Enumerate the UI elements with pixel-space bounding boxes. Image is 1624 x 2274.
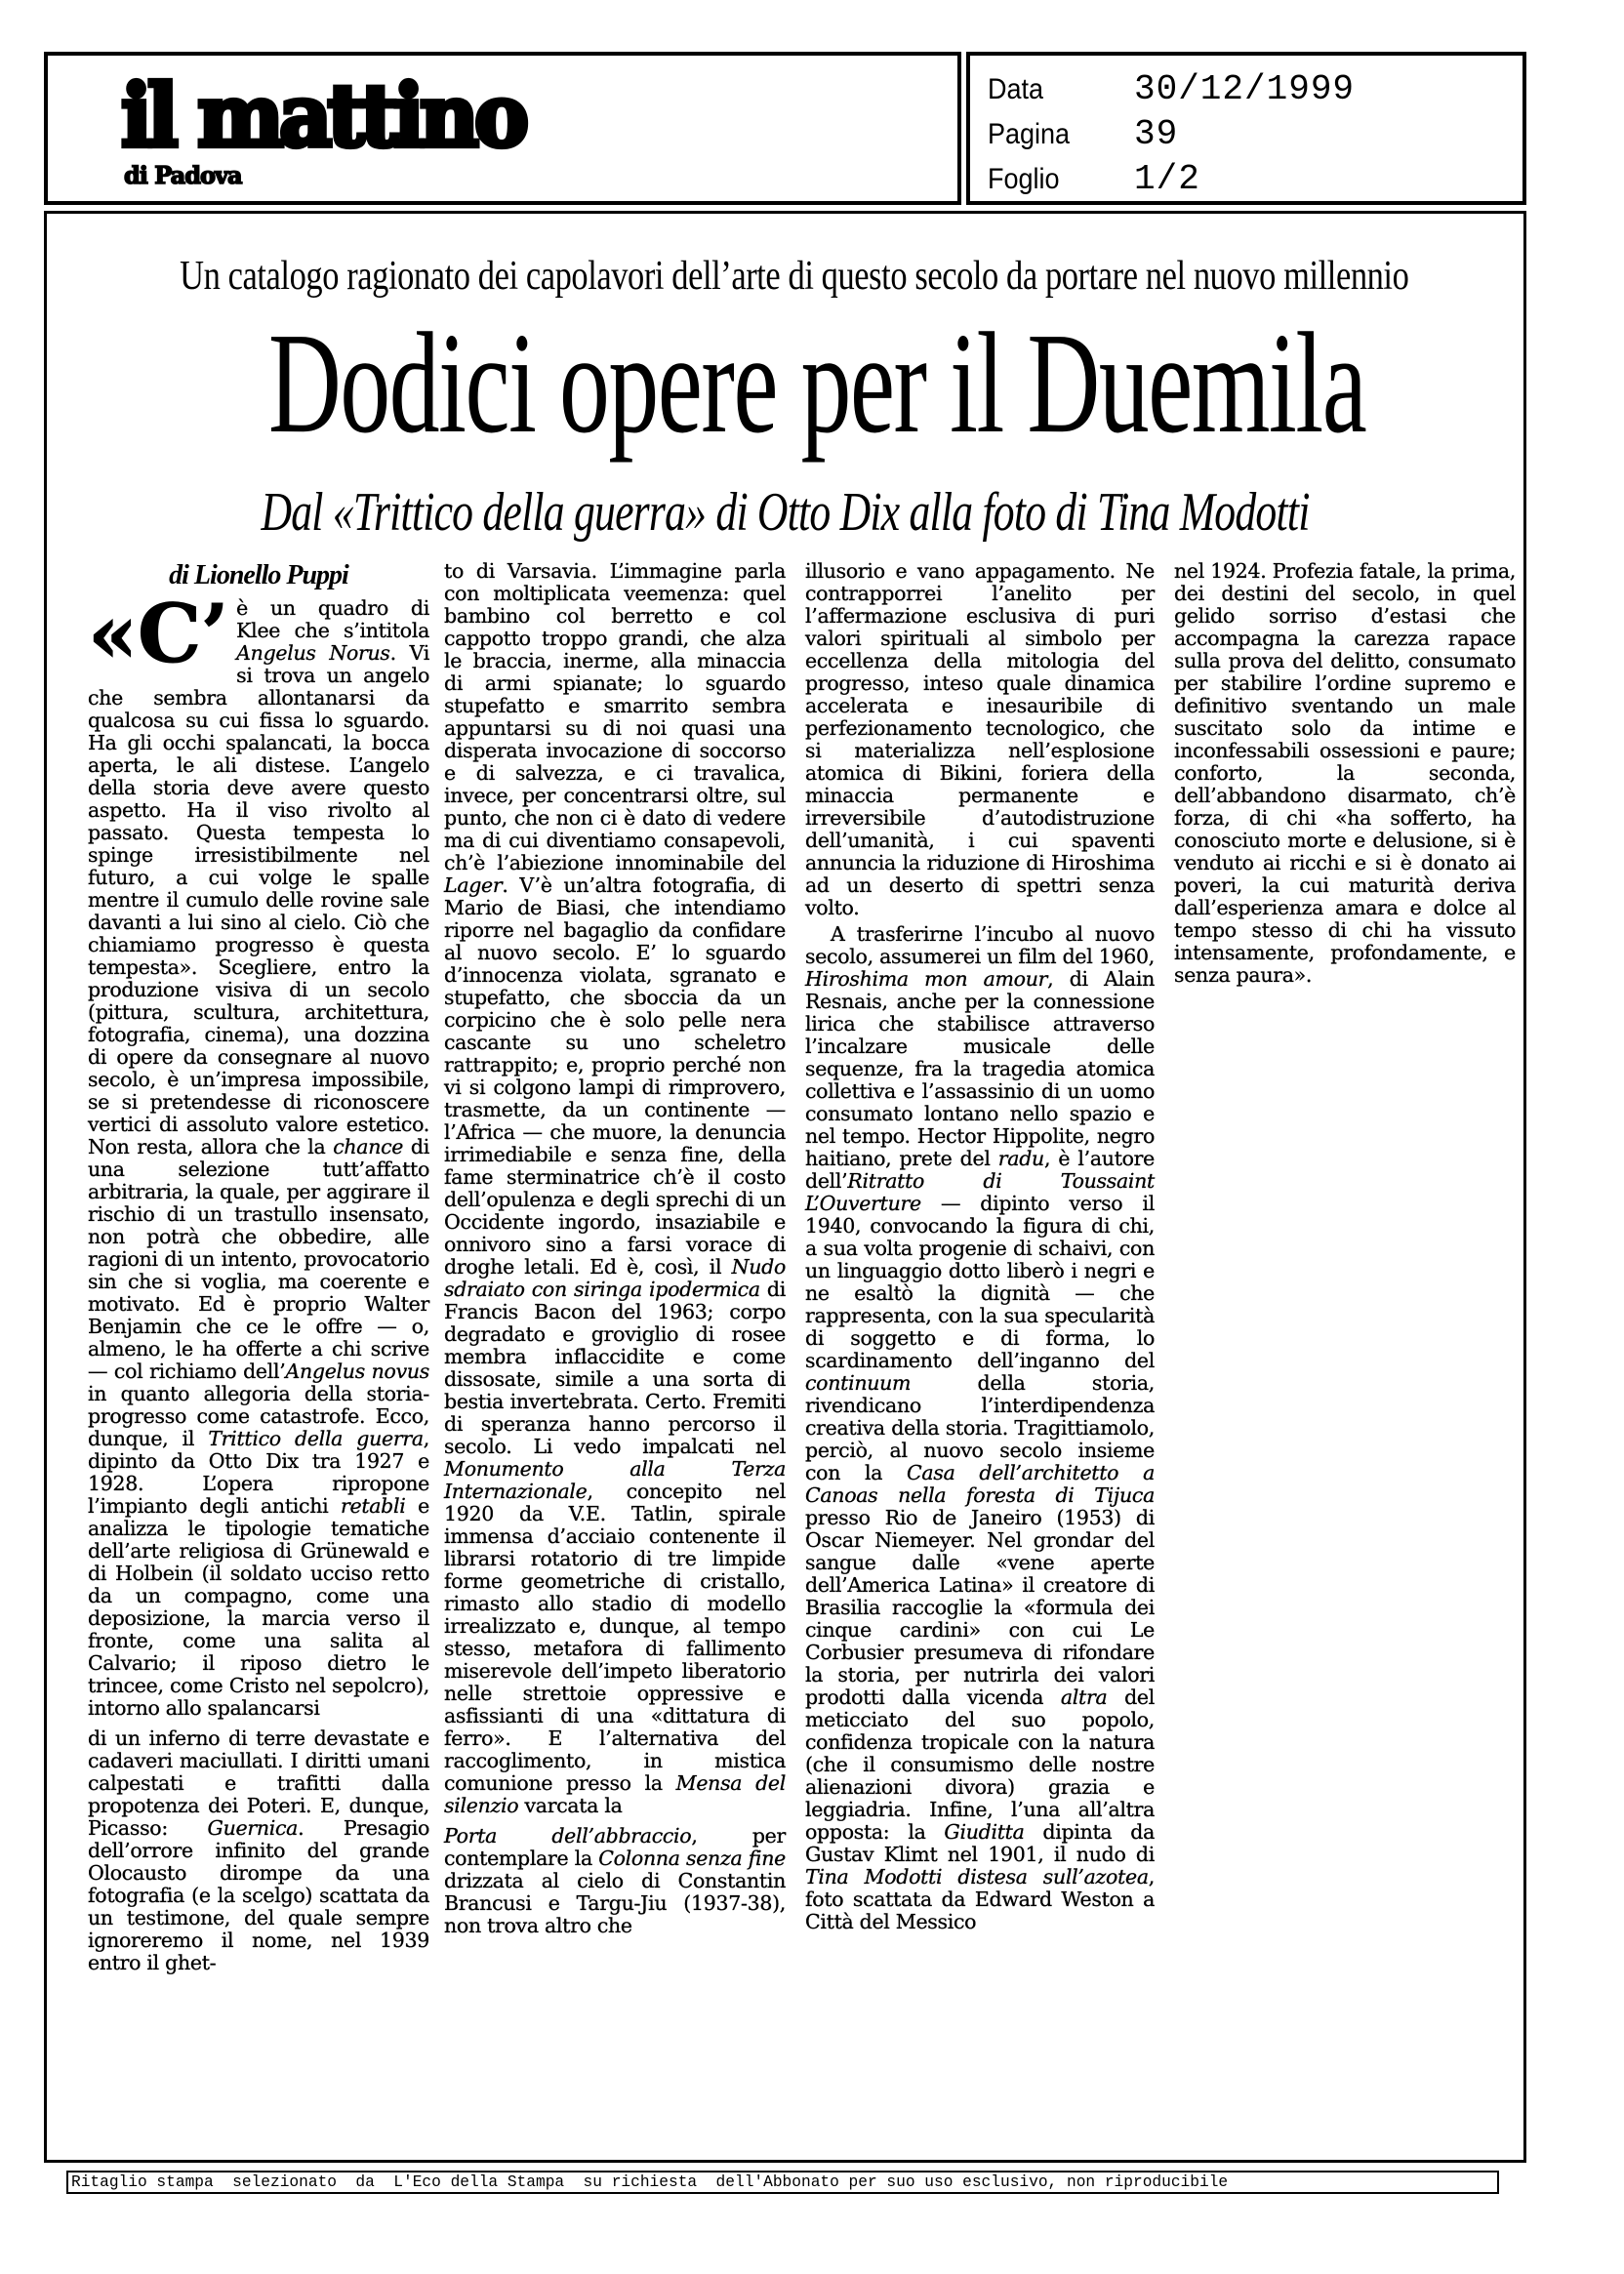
article-paragraph <box>88 588 429 1720</box>
work-title: chance <box>333 1135 404 1158</box>
work-title: Hiroshima mon amour <box>805 967 1048 991</box>
article-byline: di Lionello Puppi <box>169 560 348 590</box>
meta-value: 30/12/1999 <box>1134 69 1356 109</box>
article-subhead: Dal «Trittico della guerra» di Otto Dix alla foto di Tina Modotti <box>261 482 1310 543</box>
work-title: Mensa del silenzio <box>444 1771 786 1817</box>
paragraph-text: è un quadro di Klee che s’intitola Angelus Norus. Vi si trova un angelo che sembra allontanarsi da qualcosa su cui fissa lo sguardo. Ha gli occhi spalancati, la bocca aperta, le ali distese. L’angelo della storia deve avere questo aspetto. Ha il viso rivolto al passato. Questa tempesta lo spinge irresistibilmente nel futuro, a cui volge le spalle mentre il cumulo delle rovine sale davanti a lui sino al cielo. Ciò che chiamiamo progresso è questa tempesta». Scegliere, entro la produzione visiva di un secolo (pittura, scultura, architettura, fotografia, cinema), una dozzina di opere da consegnare al nuovo secolo, è un’impresa impossibile, se si pretendesse di riconoscere vertici di assoluto valore estetico. Non resta, allora che la chance di una selezione tutt’affatto arbitraria, la quale, per aggirare il rischio di un trastullo insensato, non potrà che obbedire, alle ragioni di un intento, provocatorio sin che si voglia, ma coerente e motivato. Ed è proprio Walter Benjamin che ce le offre — o, almeno, le ha offerte a chi scrive — col richiamo dell’Angelus novus in quanto allegoria della storia-progresso come catastrofe. Ecco, dunque, il Trittico della guerra, dipinto da Otto Dix tra 1927 e 1928. L’opera ripropone l’impianto degli antichi retabli e analizza le tipologie tematiche dell’arte religiosa di Grünewald e di Holbein (il soldato ucciso retto da un compagno, come una deposizione, la marcia verso il fronte, come una salita al Calvario; il riposo dietro le trincee, come Cristo nel sepolcro), intorno allo spalancarsi <box>88 596 429 1720</box>
newspaper-logo: il mattino <box>121 64 524 167</box>
work-title: radu <box>997 1147 1044 1170</box>
meta-value: 39 <box>1134 114 1179 154</box>
meta-sheet <box>988 159 1200 199</box>
work-title: Giuditta <box>944 1820 1025 1844</box>
meta-label: Foglio <box>988 163 1060 195</box>
article-paragraph: A trasferirne l’incubo al nuovo secolo, assumerei un film del 1960, Hiroshima mon amour, di Alain Resnais, anche per la connessione lirica che stabilisce attraverso l’incalzare musicale delle sequenze, fra la tragedia atomica collettiva e l’assassinio di un uomo consumato lontano nello spazio e nel tempo. Hector Hippolite, negro haitiano, prete del radu, è l’autore dell’Ritratto di Toussaint L’Ouverture — dipinto verso il 1940, convocando la figura di chi, a sua volta progenie di schaivi, con un linguaggio dotto liberò i negri e ne esaltò la dignità — che rappresenta, con la sua specularità di soggetto e di forma, lo scardinamento dell’inganno del continuum della storia, rivendicano l’interdipendenza creativa della storia. Tragittiamolo, perciò, al nuovo secolo insieme con la Casa dell’architetto a Canoas nella foresta di Tijuca presso Rio de Janeiro (1953) di Oscar Niemeyer. Nel grondar del sangue dalle «vene aperte dell’America Latina» il creatore di Brasilia raccoglie la «formula dei cinque cardini» con cui Le Corbusier presumeva di rifondare la storia, per nutrirla dei valori prodotti dalla vicenda altra del meticciato del suo popolo, confidenza tropicale con la natura (che il consumismo delle nostre alienazioni divora) grazia e leggiadria. Infine, l’una all’altra opposta: la Giuditta dipinta da Gustav Klimt nel 1901, il nudo di Tina Modotti distesa sull’azotea, foto scattata da Edward Weston a Città del Messico <box>805 922 1156 1933</box>
article-column-1 <box>88 560 429 1974</box>
meta-value: 1/2 <box>1134 159 1200 199</box>
meta-page <box>988 114 1178 154</box>
clipping-info-box <box>966 52 1526 205</box>
article-column-3 <box>805 560 1155 1933</box>
work-title: continuum <box>805 1371 912 1395</box>
article <box>44 211 1526 2163</box>
work-title: Angelus novus <box>285 1360 429 1383</box>
article-kicker: Un catalogo ragionato dei capolavori dell’arte di questo secolo da portare nel nuovo millennio <box>180 254 1409 299</box>
work-title: Angelus Norus <box>236 641 390 665</box>
article-column-2 <box>444 560 786 1937</box>
work-title: altra <box>1060 1685 1108 1709</box>
work-title: Porta dell’abbraccio <box>444 1824 692 1848</box>
work-title: Ritratto di Toussaint L’Ouverture <box>805 1169 1155 1215</box>
meta-date <box>988 69 1355 109</box>
work-title: Nudo sdraiato con siringa ipodermica <box>444 1255 786 1301</box>
clipping-disclaimer: Ritaglio stampa selezionato da L'Eco della Stampa su richiesta dell'Abbonato per suo uso esclusivo, non riproducibile <box>66 2171 1499 2194</box>
newspaper-edition: di Padova <box>124 161 242 189</box>
work-title: Guernica <box>207 1816 299 1840</box>
article-paragraph: di un inferno di terre devastate e cadaveri maciullati. I diritti umani calpestati e trafitti dalla propotenza dei Poteri. E, dunque, Picasso: Guernica. Presagio dell’orrore infinito del grande Olocausto dirompe da una fotografia (e la scelgo) scattata da un testimone, del quale sempre ignoreremo il nome, nel 1939 entro il ghet- <box>88 1726 429 1974</box>
meta-label: Pagina <box>988 118 1071 150</box>
article-paragraph: to di Varsavia. L’immagine parla con moltiplicata veemenza: quel bambino col berretto e col cappotto troppo grandi, che alza le braccia, inerme, alla minaccia di armi spianate; lo sguardo stupefatto e smarrito sembra appuntarsi su di noi quasi una disperata invocazione di soccorso e di salvezza, e ci travalica, invece, per concentrarsi oltre, sul punto, che non ci è dato di vedere ma di cui diventiamo consapevoli, ch’è l’abiezione innominabile del Lager. V’è un’altra fotografia, di Mario de Biasi, che intendiamo riporre nel bagaglio da confidare al nuovo secolo. E’ lo sguardo d’innocenza violata, sgranato e stupefatto, che sboccia da un corpicino che è solo pelle nera cascante su uno scheletro rattrappito; e, proprio perché non vi si colgono lampi di rimprovero, trasmette, da un continente — l’Africa — che muore, la denuncia irrimediabile e senza fine, della fame sterminatrice ch’è il costo dell’opulenza e degli sprechi di un Occidente ingordo, insaziabile e onnivoro sino a farsi vorace di droghe letali. Ed è, così, il Nudo sdraiato con siringa ipodermica di Francis Bacon del 1963; corpo degradato e groviglio di rosee membra inflaccidite e come dissosate, simile a una sorta di bestia invertebrata. Certo. Fremiti di speranza hanno percorso il secolo. Li vedo impalcati nel Monumento alla Terza Internazionale, concepito nel 1920 da V.E. Tatlin, spirale immensa d’acciaio contenente il librarsi rotatorio di tre limpide forme geometriche di cristallo, rimasto allo stadio di modello irrealizzato e, dunque, al tempo stesso, metafora di fallimento miserevole dell’impeto liberatorio nelle strettoie oppressive e asfissianti di una «dittatura di ferro». E l’alternativa del raccoglimento, in mistica comunione presso la Mensa del silenzio varcata la <box>444 559 787 1817</box>
drop-cap: «C’ <box>88 588 229 681</box>
article-paragraph: nel 1924. Profezia fatale, la prima, dei destini del secolo, in quel gelido sorriso d’estasi che accompagna la carezza rapace sulla prova del delitto, consumato per stabilire l’ordine supremo e definitivo sventando un male suscitato solo da intime e inconfessabili ossessioni e paure; conforto, la seconda, dell’abbandono disarmato, ch’è forza, di chi «ha sofferto, ha conosciuto morte e delusione, si è venduto ai ricchi e si è donato ai poveri, la cui maturità deriva dall’esperienza amara e dolce al tempo stesso di chi ha vissuto intensamente, profondamente, e senza paura». <box>1174 559 1516 987</box>
meta-label: Data <box>988 73 1044 105</box>
work-title: Lager <box>444 873 503 897</box>
article-headline: Dodici opere per il Duemila <box>267 304 1366 464</box>
work-title: Colonna senza fine <box>598 1847 786 1870</box>
work-title: Casa dell’architetto a Canoas nella foresta di Tijuca <box>805 1461 1155 1507</box>
article-paragraph: Porta dell’abbraccio, per contemplare la Colonna senza fine drizzata al cielo di Constantin Brancusi e Targu-Jiu (1937-38), non trova altro che <box>444 1824 786 1937</box>
article-column-4 <box>1174 560 1516 987</box>
work-title: Monumento alla Terza Internazionale <box>444 1457 786 1503</box>
work-title: retabli <box>340 1494 406 1518</box>
masthead-box <box>44 52 961 205</box>
article-paragraph: illusorio e vano appagamento. Ne contrapporrei l’anelito per l’affermazione esclusiva di puri valori spirituali al simbolo per eccellenza della mitologia del progresso, inteso quale dinamica accelerata e inesauribile di perfezionamento tecnologico, che si materializza nell’esplosione atomica di Bikini, foriera della minaccia permanente e irreversibile d’autodistruzione dell’umanità, i cui spaventi annuncia la riduzione di Hiroshima ad un deserto di spettri senza volto. <box>805 559 1155 919</box>
work-title: Trittico della guerra <box>208 1427 424 1450</box>
work-title: Tina Modotti distesa sull’azotea <box>805 1865 1149 1888</box>
